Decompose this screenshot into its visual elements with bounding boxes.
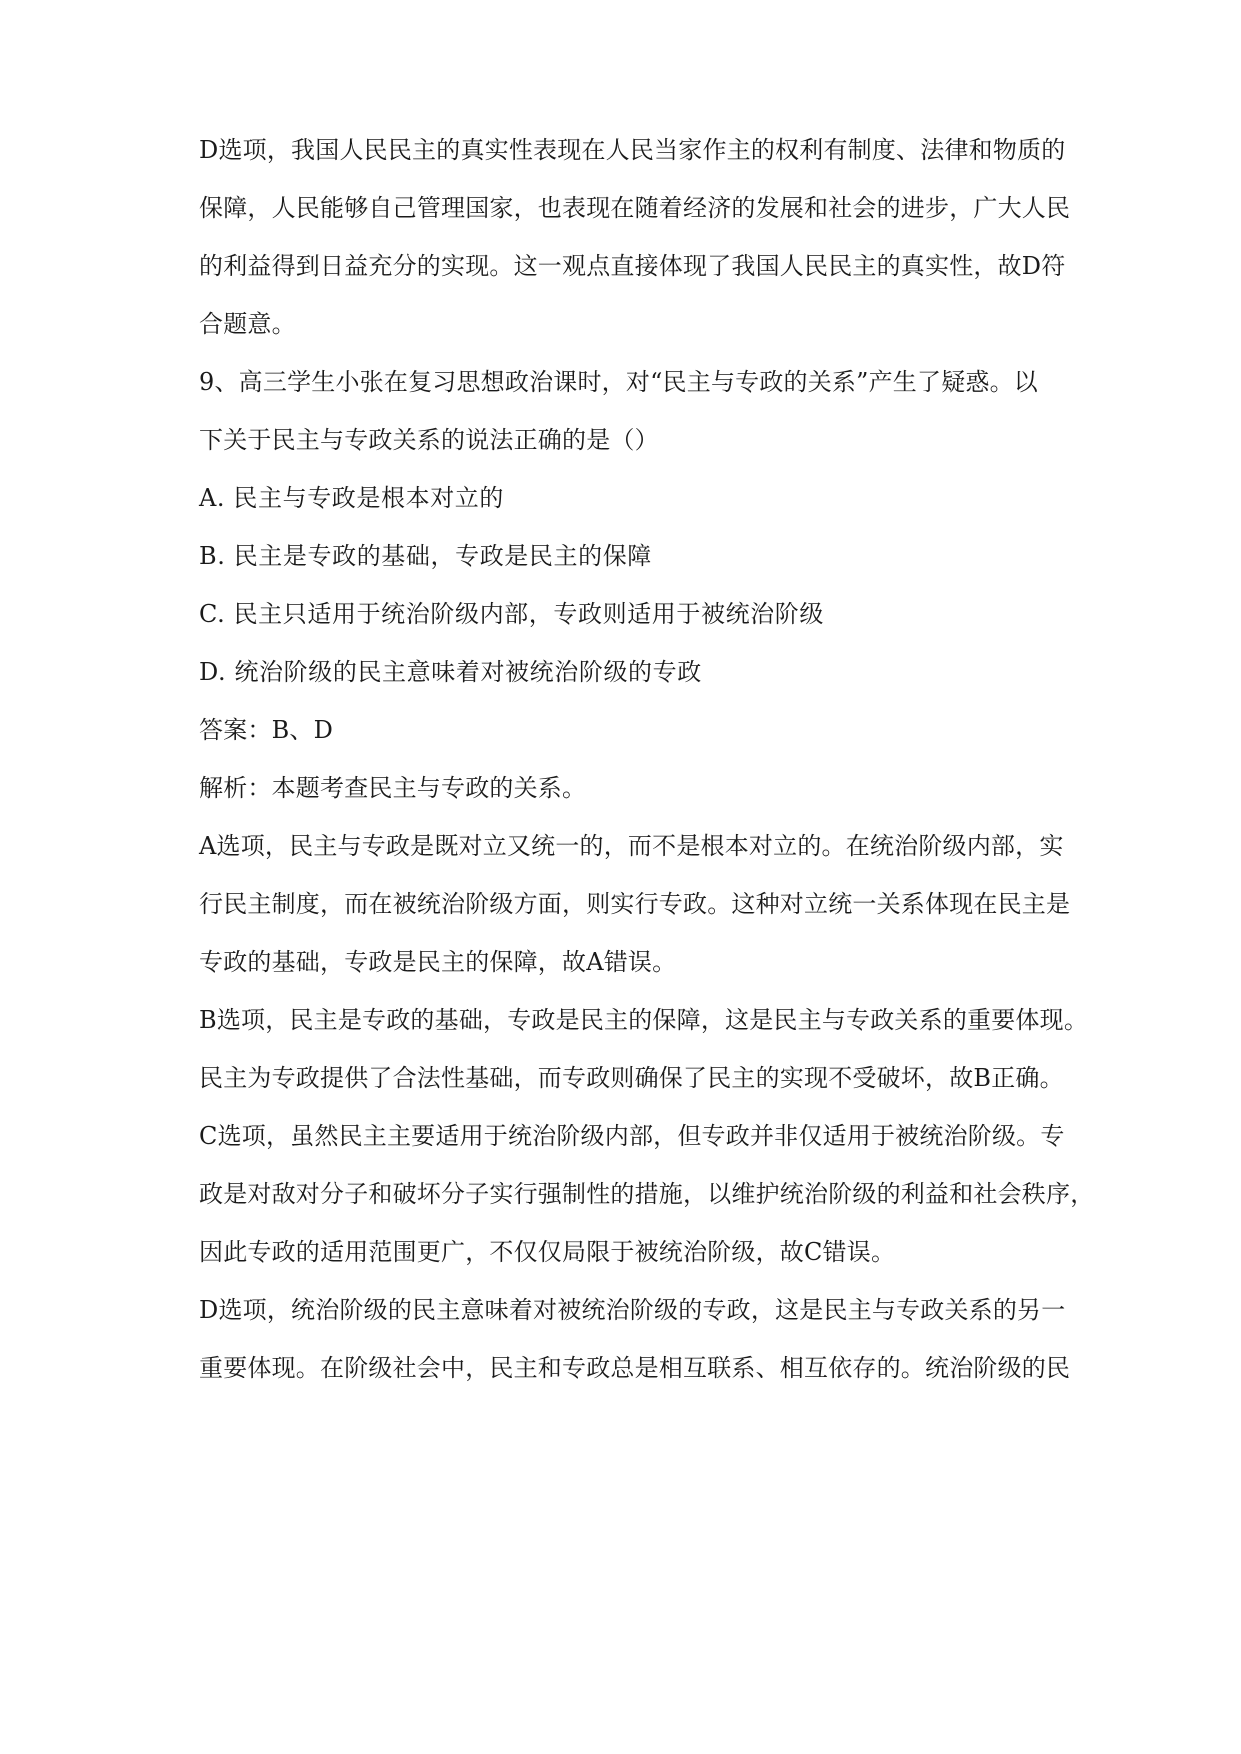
option-d: D. 统治阶级的民主意味着对被统治阶级的专政 — [199, 658, 702, 686]
analysis-d-line: 重要体现。在阶级社会中，民主和专政总是相互联系、相互依存的。统治阶级的民 — [199, 1354, 1071, 1382]
question-text: 9、高三学生小张在复习思想政治课时，对“民主与专政的关系”产生了疑惑。以 — [199, 368, 1039, 396]
analysis-c-line: 政是对敌对分子和破坏分子实行强制性的措施，以维护统治阶级的利益和社会秩序， — [199, 1180, 1095, 1208]
option-b: B. 民主是专政的基础，专政是民主的保障 — [199, 542, 652, 570]
paragraph-line: 保障，人民能够自己管理国家，也表现在随着经济的发展和社会的进步，广大人民 — [199, 194, 1071, 222]
analysis-c-line: C选项，虽然民主主要适用于统治阶级内部，但专政并非仅适用于被统治阶级。专 — [199, 1122, 1065, 1150]
option-a: A. 民主与专政是根本对立的 — [199, 484, 504, 512]
analysis-c-line: 因此专政的适用范围更广，不仅仅局限于被统治阶级，故C错误。 — [199, 1238, 896, 1266]
paragraph-line: D选项，我国人民民主的真实性表现在人民当家作主的权利有制度、法律和物质的 — [199, 136, 1066, 164]
analysis-intro: 解析：本题考查民主与专政的关系。 — [199, 774, 587, 802]
analysis-a-line: A选项，民主与专政是既对立又统一的，而不是根本对立的。在统治阶级内部，实 — [199, 832, 1064, 860]
analysis-b-line: B选项，民主是专政的基础，专政是民主的保障，这是民主与专政关系的重要体现。 — [199, 1006, 1089, 1034]
analysis-a-line: 专政的基础，专政是民主的保障，故A错误。 — [199, 948, 677, 976]
analysis-b-line: 民主为专政提供了合法性基础，而专政则确保了民主的实现不受破坏，故B正确。 — [199, 1064, 1064, 1092]
paragraph-line: 合题意。 — [199, 310, 296, 338]
question-text: 下关于民主与专政关系的说法正确的是（） — [199, 426, 659, 454]
analysis-d-line: D选项，统治阶级的民主意味着对被统治阶级的专政，这是民主与专政关系的另一 — [199, 1296, 1066, 1324]
answer-line: 答案：B、D — [199, 716, 334, 744]
option-c: C. 民主只适用于统治阶级内部，专政则适用于被统治阶级 — [199, 600, 824, 628]
paragraph-line: 的利益得到日益充分的实现。这一观点直接体现了我国人民民主的真实性，故D符 — [199, 252, 1066, 280]
analysis-a-line: 行民主制度，而在被统治阶级方面，则实行专政。这种对立统一关系体现在民主是 — [199, 890, 1071, 918]
